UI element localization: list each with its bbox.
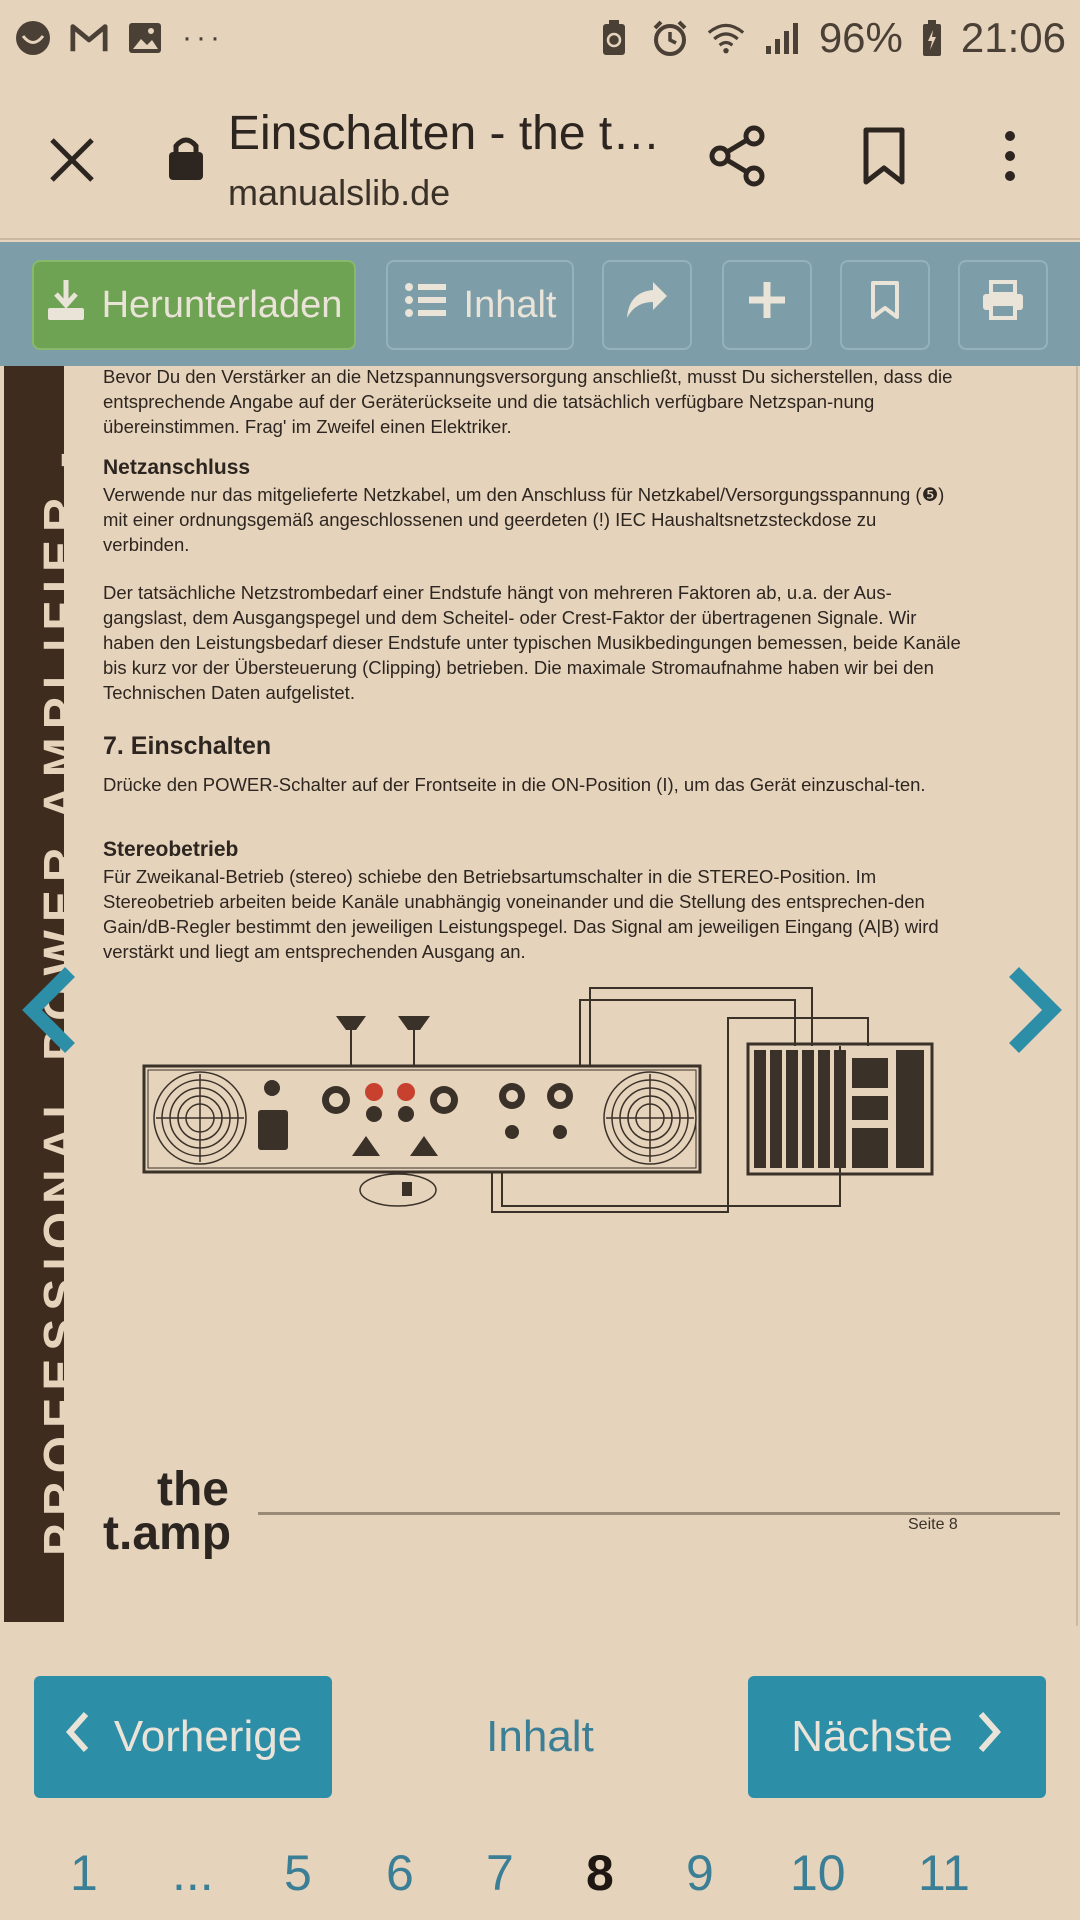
battery-saver-icon [595,19,633,57]
side-banner-text: PROFESSIONAL POWER AMPLIFIER - [35,443,88,1556]
heading-netzanschluss: Netzanschluss [103,456,251,479]
battery-percentage: 96% [818,14,903,61]
image-icon [126,19,164,57]
next-label: Nächste [791,1712,953,1761]
bookmark-manual-button[interactable] [840,260,930,350]
bookmark-icon[interactable] [856,124,912,188]
status-bar [0,0,1080,76]
contents-button[interactable] [386,260,574,350]
share-arrow-icon [625,280,669,330]
stereo-wiring-diagram [140,986,940,1216]
paragraph-supply-check: Bevor Du den Verstärker an die Netzspannungsversorgung anschließt, musst Du sicherstellen, dass die entsprechende Angabe auf der Geräterückseite und die tatsächlich verfügbare Netzspan-nung übereinstimmen. Frag' im Zweifel einen Elektriker. [103,366,953,437]
custom-tab-toolbar [0,76,1080,240]
plus-icon [747,280,787,330]
gmail-icon [70,19,108,57]
page-link[interactable]: 5 [284,1845,312,1901]
page-border [1076,366,1078,1626]
lock-icon[interactable] [166,132,206,182]
page-navigation [0,1626,1080,1920]
list-icon [404,282,448,328]
previous-button[interactable] [34,1676,332,1798]
page-ellipsis: ... [172,1845,214,1901]
download-button[interactable] [32,260,356,350]
download-label: Herunterladen [101,283,343,326]
next-page-arrow-icon[interactable] [1000,960,1070,1060]
signal-icon [763,19,801,57]
more-notifications: ··· [182,21,224,54]
current-page: 8 [586,1845,614,1901]
battery-icon [921,19,943,57]
previous-label: Vorherige [113,1712,303,1761]
paragraph-netzanschluss: Verwende nur das mitgelieferte Netzkabel, um den Anschluss für Netzkabel/Versorgungsspannung (❺) mit einer ordnungsgemäß angeschlossenen und geerdeten (!) IEC Haushaltsnetzsteckdose zu verbinden. [103,484,945,555]
page-link[interactable]: 1 [70,1845,98,1901]
chevron-right-icon [975,1710,1003,1765]
share-icon[interactable] [706,124,770,188]
paragraph-einschalten: Drücke den POWER-Schalter auf der Frontseite in die ON-Position (I), um das Gerät einzuschal-ten. [103,774,926,795]
logo-line-2: t.amp [103,1507,232,1560]
next-button[interactable] [748,1676,1046,1798]
contents-label: Inhalt [463,283,557,326]
app-notification-icon [14,19,52,57]
heading-stereobetrieb: Stereobetrieb [103,838,239,861]
page-number-label: Seite 8 [908,1516,958,1533]
page-url[interactable]: manualslib.de [228,172,451,213]
page-link[interactable]: 7 [486,1845,514,1901]
alarm-icon [651,19,689,57]
share-button[interactable] [602,260,692,350]
page-link[interactable]: 11 [918,1845,970,1901]
footer-rule [258,1512,1060,1515]
manual-page [0,366,1080,1626]
download-icon [46,278,86,332]
manual-toolbar [0,242,1080,366]
more-options-icon[interactable] [990,124,1030,188]
page-link[interactable]: 10 [790,1845,846,1901]
clock: 21:06 [960,14,1066,61]
paragraph-power-demand: Der tatsächliche Netzstrombedarf einer Endstufe hängt von mehreren Faktoren ab, u.a. der Aus-gangslast, dem Ausgangspegel und dem Scheitel- oder Crest-Faktor der übertragenen Signale. Wir haben den Leistungsbedarf dieser Endstufe unter typischen Musikbedingungen bemessen, beide Kanäle bis kurz vor der Übersteuerung (Clipping) betrieben. Die maximale Stromaufnahme haben wir bei den Technischen Daten aufgelistet. [103,582,961,703]
wifi-icon [707,19,745,57]
close-icon[interactable] [40,128,104,192]
page-link[interactable]: 6 [386,1845,414,1901]
chevron-left-icon [64,1710,92,1765]
add-button[interactable] [722,260,812,350]
paragraph-stereobetrieb: Für Zweikanal-Betrieb (stereo) schiebe den Betriebsartumschalter in die STEREO-Position. Im Stereobetrieb arbeiten beide Kanäle unabhängig voneinander und die Stellung des entsprechen-den Gain/dB-Regler bestimmt den jeweiligen Leistungspegel. Das Signal am jeweiligen Eingang (A|B) wird verstärkt und liegt am entsprechenden Ausgang an. [103,866,939,962]
page-list [0,1844,1080,1914]
previous-page-arrow-icon[interactable] [18,960,88,1060]
page-title: Einschalten - the t… [228,107,661,160]
bookmark-outline-icon [869,280,901,330]
page-link[interactable]: 9 [686,1845,714,1901]
contents-link[interactable]: Inhalt [486,1712,594,1761]
heading-einschalten: 7. Einschalten [103,732,272,760]
print-button[interactable] [958,260,1048,350]
logo-line-1: the [157,1463,229,1516]
printer-icon [981,280,1025,330]
